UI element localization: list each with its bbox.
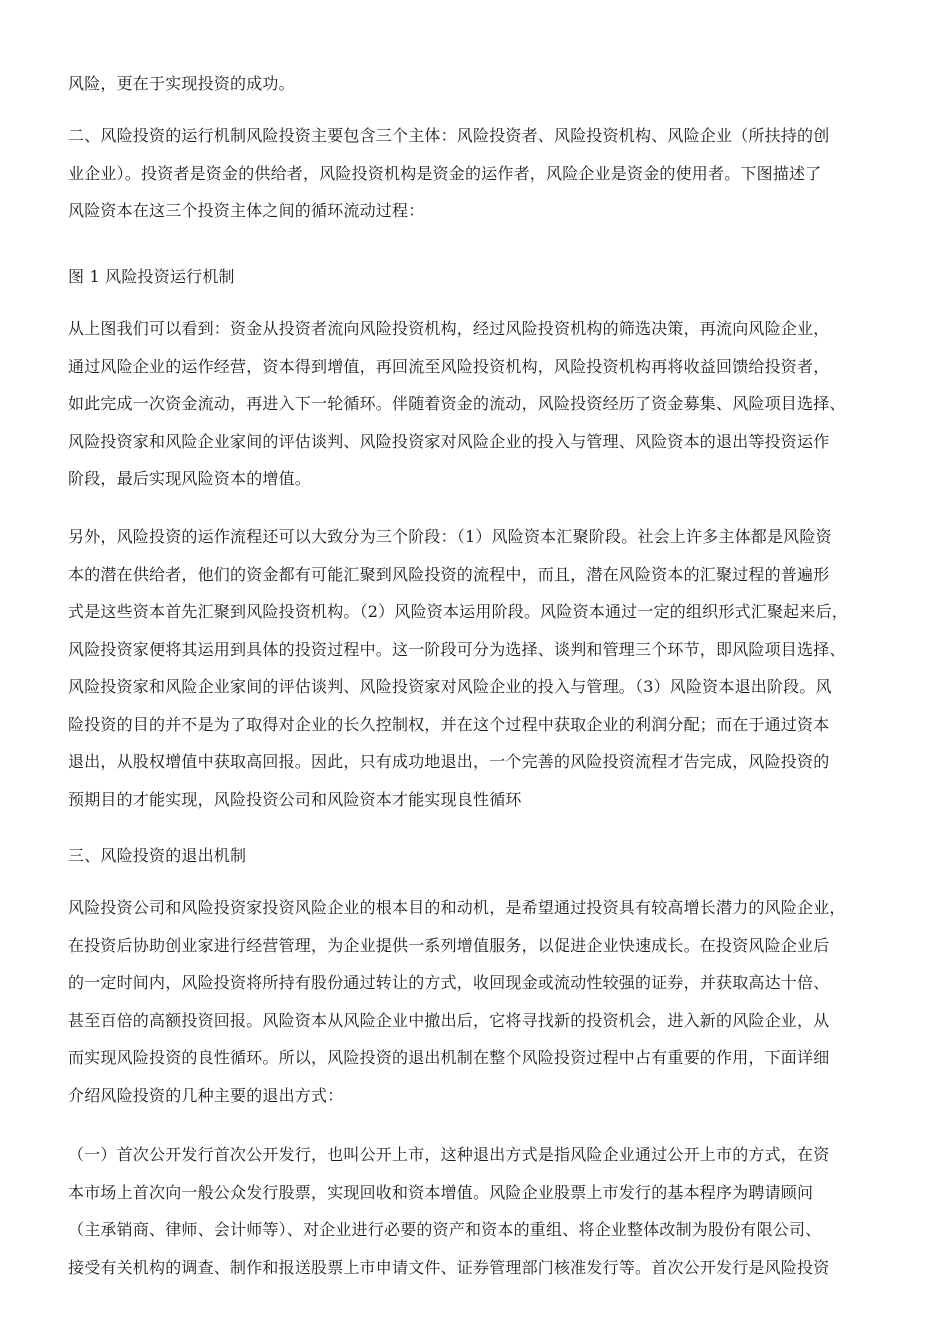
text-line: 风险，更在于实现投资的成功。: [68, 74, 295, 93]
text-line: 风险投资公司和风险投资家投资风险企业的根本目的和动机，是希望通过投资具有较高增长潜力的风险企业，: [68, 898, 846, 917]
text-line: 本的潜在供给者，他们的资金都有可能汇聚到风险投资的流程中，而且，潜在风险资本的汇聚过程的普遍形: [68, 564, 830, 584]
text-line: 预期目的才能实现，风险投资公司和风险资本才能实现良性循环: [68, 789, 522, 809]
paragraph-continuation: [68, 65, 888, 103]
text-line: 从上图我们可以看到：资金从投资者流向风险投资机构，经过风险投资机构的筛选决策，再流向风险企业，: [68, 319, 830, 338]
text-line: 如此完成一次资金流动，再进入下一轮循环。伴随着资金的流动，风险投资经历了资金募集、风险项目选择、: [68, 394, 846, 413]
paragraph-three-stages: [68, 518, 888, 818]
text-line: （一）首次公开发行首次公开发行，也叫公开上市，这种退出方式是指风险企业通过公开上市的方式，在资: [68, 1145, 830, 1164]
text-line: （主承销商、律师、会计师等）、对企业进行必要的资产和资本的重组、将企业整体改制为股份有限公司、: [68, 1220, 822, 1239]
text-line: 介绍风险投资的几种主要的退出方式：: [68, 1085, 344, 1105]
text-line: 而实现风险投资的良性循环。所以，风险投资的退出机制在整个风险投资过程中占有重要的作用，下面详细: [68, 1048, 830, 1067]
text-line: 三、风险投资的退出机制: [68, 846, 247, 865]
text-line: 业企业）。投资者是资金的供给者，风险投资机构是资金的运作者，风险企业是资金的使用者。下图描述了: [68, 163, 822, 183]
text-line: 阶段，最后实现风险资本的增值。: [68, 469, 312, 488]
text-line: 另外，风险投资的运作流程还可以大致分为三个阶段：（1）风险资本汇聚阶段。社会上许多主体都是风险资: [68, 527, 832, 546]
section-heading: [68, 837, 888, 875]
text-line: 险投资的目的并不是为了取得对企业的长久控制权，并在这个过程中获取企业的利润分配；而在于通过资本: [68, 714, 830, 734]
text-line: 接受有关机构的调查、制作和报送股票上市申请文件、证券管理部门核准发行等。首次公开发行是风险投资: [68, 1257, 830, 1277]
paragraph-exit-purpose: [68, 889, 888, 1114]
figure-caption: [68, 258, 888, 296]
text-line: 式是这些资本首先汇聚到风险投资机构。（2）风险资本运用阶段。风险资本通过一定的组织形式汇聚起来后，: [68, 602, 848, 621]
text-line: 图 1 风险投资运行机制: [68, 267, 235, 286]
text-line: 在投资后协助创业家进行经营管理，为企业提供一系列增值服务，以促进企业快速成长。在投资风险企业后: [68, 935, 830, 955]
text-line: 风险投资家和风险企业家间的评估谈判、风险投资家对风险企业的投入与管理。（3）风险资本退出阶段。风: [68, 677, 832, 696]
text-line: 风险投资家便将其运用到具体的投资过程中。这一阶段可分为选择、谈判和管理三个环节，即风险项目选择、: [68, 639, 846, 659]
text-line: 本市场上首次向一般公众发行股票，实现回收和资本增值。风险企业股票上市发行的基本程序为聘请顾问: [68, 1182, 814, 1202]
paragraph-capital-flow: [68, 310, 888, 498]
text-line: 风险资本在这三个投资主体之间的循环流动过程：: [68, 201, 425, 220]
text-line: 二、风险投资的运行机制风险投资主要包含三个主体：风险投资者、风险投资机构、风险企业（所扶持的创: [68, 126, 830, 145]
text-line: 退出，从股权增值中获取高回报。因此，只有成功地退出，一个完善的风险投资流程才告完成，风险投资的: [68, 752, 830, 771]
paragraph-ipo: [68, 1136, 888, 1286]
text-line: 的一定时间内，风险投资将所持有股份通过转让的方式，收回现金或流动性较强的证券，并获取高达十倍、: [68, 973, 830, 992]
text-line: 风险投资家和风险企业家间的评估谈判、风险投资家对风险企业的投入与管理、风险资本的退出等投资运作: [68, 431, 830, 451]
paragraph-operating-mechanism: [68, 117, 888, 230]
text-line: 通过风险企业的运作经营，资本得到增值，再回流至风险投资机构，风险投资机构再将收益回馈给投资者，: [68, 356, 830, 376]
text-line: 甚至百倍的高额投资回报。风险资本从风险企业中撤出后，它将寻找新的投资机会，进入新的风险企业，从: [68, 1010, 830, 1030]
